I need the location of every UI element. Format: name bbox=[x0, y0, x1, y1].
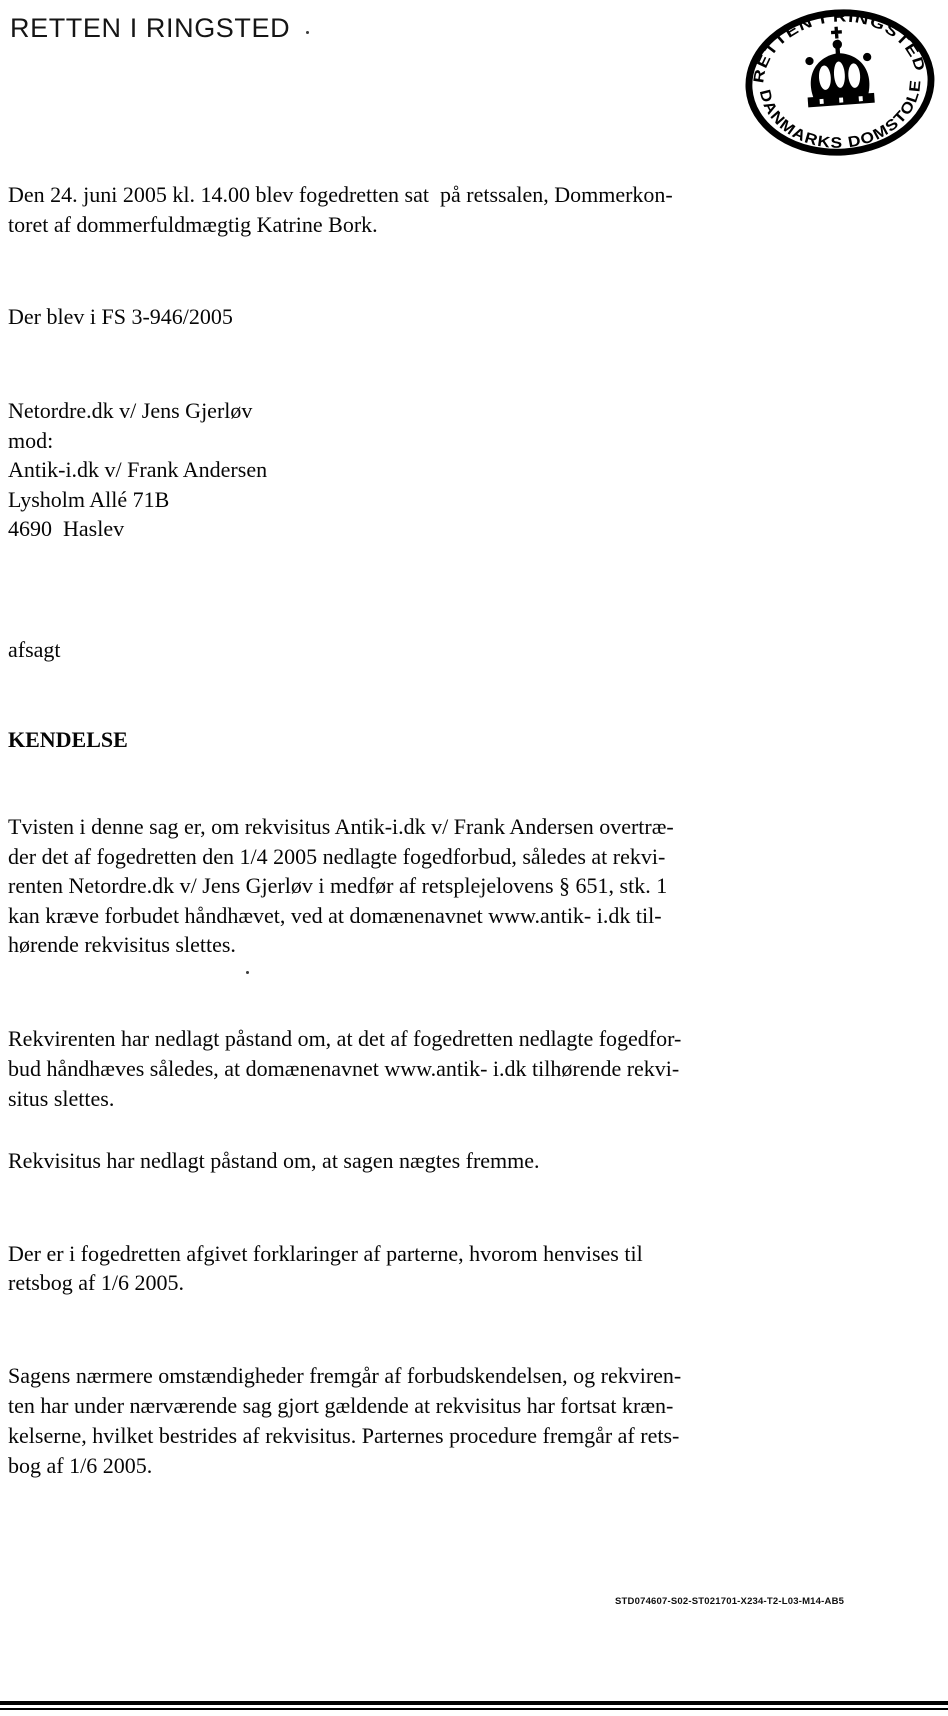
versus-label: mod: bbox=[8, 427, 54, 453]
claimant-claim-paragraph: Rekvirenten har nedlagt påstand om, at det af fogedretten nedlagte fogedfor- bud håndhæves således, at domænenavnet www.antik- i.dk tilhørende rekvi- situs slettes. bbox=[8, 1026, 682, 1111]
respondent-city: 4690 Haslev bbox=[8, 516, 125, 541]
document-reference-code: STD074607-S02-ST021701-X234-T2-L03-M14-AB5 bbox=[615, 1596, 845, 1607]
respondent-claim-paragraph: Rekvisitus har nedlagt påstand om, at sagen nægtes fremme. bbox=[8, 1148, 540, 1173]
case-number-line: Der blev i FS 3-946/2005 bbox=[8, 304, 233, 329]
party-respondent: Antik-i.dk v/ Frank Andersen bbox=[8, 457, 268, 482]
intro-line: toret af dommerfuldmægtig Katrine Bork. bbox=[8, 212, 378, 237]
scan-artifact-dot bbox=[246, 971, 249, 974]
dispute-paragraph: Tvisten i denne sag er, om rekvisitus Antik-i.dk v/ Frank Andersen overtræ- der det af fogedretten den 1/4 2005 nedlagte fogedforbud, således at rekvi- renten Netordre.dk v/ Jens Gjerløv i medfør af retsplejelovens § 651, stk. 1 kan kræve forbudet håndhævet, ved at domænenavnet www.antik- i.dk til- hørende rekvisitus slettes. bbox=[8, 814, 674, 957]
bottom-rule-bottom bbox=[0, 1708, 948, 1710]
seal-top-text: RETTEN I RINGSTED bbox=[751, 9, 927, 85]
ruling-heading: KENDELSE bbox=[8, 727, 128, 752]
respondent-street: Lysholm Allé 71B bbox=[8, 486, 170, 512]
afsagt-label: afsagt bbox=[8, 637, 61, 662]
scan-artifact-dot bbox=[306, 31, 309, 34]
intro-paragraph bbox=[8, 180, 673, 240]
intro-line: Den 24. juni 2005 kl. 14.00 blev fogedretten sat på retssalen, Dommerkon- bbox=[8, 182, 673, 207]
parties-block bbox=[8, 396, 267, 544]
seal-bottom-text: DANMARKS DOMSTOLE bbox=[755, 80, 925, 152]
bottom-rule-top bbox=[0, 1701, 948, 1705]
court-seal bbox=[737, 1, 943, 164]
circumstances-paragraph: Sagens nærmere omstændigheder fremgår af forbudskendelsen, og rekviren- ten har under nærværende sag gjort gældende at rekvisitus har fortsat kræn- kelserne, hvilket bestrides af rekvisitus. Parternes procedure fremgår af rets- bog af 1/6 2005. bbox=[8, 1363, 682, 1478]
party-claimant: Netordre.dk v/ Jens Gjerløv bbox=[8, 398, 253, 423]
crown-icon bbox=[803, 24, 875, 107]
statements-paragraph: Der er i fogedretten afgivet forklaringer af parterne, hvorom henvises til retsbog af 1/6 2005. bbox=[8, 1241, 643, 1295]
page-title: RETTEN I RINGSTED bbox=[10, 13, 291, 43]
